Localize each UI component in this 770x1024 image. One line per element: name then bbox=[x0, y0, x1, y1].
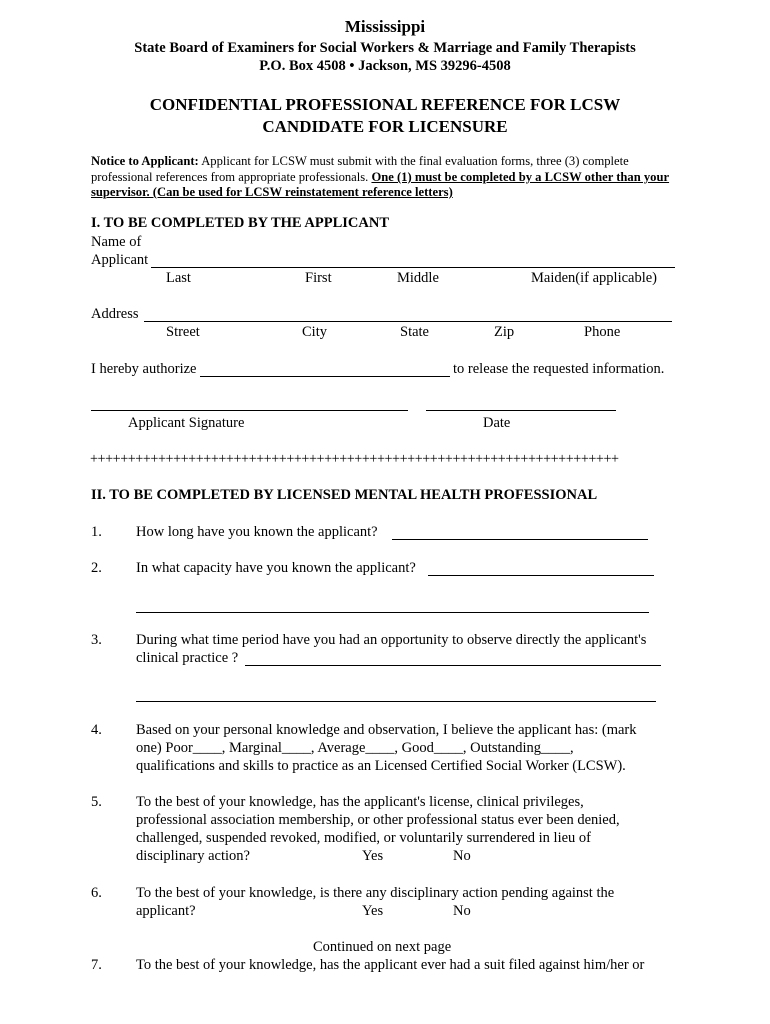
q6-no-option[interactable]: No bbox=[453, 903, 471, 919]
authorize-prefix: I hereby authorize bbox=[91, 361, 197, 377]
q5-line1: To the best of your knowledge, has the applicant's license, clinical privileges, bbox=[136, 794, 584, 810]
date-field[interactable] bbox=[426, 410, 616, 411]
name-label-1: Name of bbox=[91, 234, 142, 250]
applicant-name-field[interactable] bbox=[151, 267, 675, 268]
q1-number: 1. bbox=[91, 524, 102, 540]
notice-underlined1: One (1) must be completed by a LCSW other than your bbox=[371, 170, 670, 184]
q4-line3: qualifications and skills to practice as an Licensed Certified Social Worker (LCSW). bbox=[136, 758, 626, 774]
q1-answer-field[interactable] bbox=[392, 539, 648, 540]
address-part-street: Street bbox=[166, 324, 200, 340]
q2-number: 2. bbox=[91, 560, 102, 576]
q5-line3: challenged, suspended revoked, modified, or voluntarily surrendered in lieu of bbox=[136, 830, 592, 846]
address-part-zip: Zip bbox=[494, 324, 515, 340]
q7-text: To the best of your knowledge, has the applicant ever had a suit filed against him/her or bbox=[136, 957, 645, 973]
q4-line1: Based on your personal knowledge and observation, I believe the applicant has: (mark bbox=[136, 722, 637, 738]
name-part-middle: Middle bbox=[397, 270, 439, 286]
q5-no-option[interactable]: No bbox=[453, 848, 471, 864]
notice-text1: Applicant for LCSW must submit with the final evaluation forms, three (3) complete bbox=[198, 154, 629, 168]
q7-number: 7. bbox=[91, 957, 102, 973]
authorize-field[interactable] bbox=[200, 376, 450, 377]
form-title-line1: CONFIDENTIAL PROFESSIONAL REFERENCE FOR LCSW bbox=[149, 95, 621, 114]
q3-answer-field[interactable] bbox=[245, 665, 661, 666]
board-name: State Board of Examiners for Social Workers & Marriage and Family Therapists bbox=[134, 40, 636, 56]
authorize-suffix: to release the requested information. bbox=[453, 361, 665, 377]
q5-yes-option[interactable]: Yes bbox=[362, 848, 384, 864]
continued-note: Continued on next page bbox=[313, 939, 452, 955]
q3-number: 3. bbox=[91, 632, 102, 648]
address-part-state: State bbox=[400, 324, 429, 340]
q3-line1: During what time period have you had an opportunity to observe directly the applicant's bbox=[136, 632, 647, 648]
form-title-line2: CANDIDATE FOR LICENSURE bbox=[262, 117, 508, 136]
q5-number: 5. bbox=[91, 794, 102, 810]
q5-line4: disciplinary action? bbox=[136, 848, 250, 864]
q3-line2: clinical practice ? bbox=[136, 650, 239, 666]
board-address: P.O. Box 4508 • Jackson, MS 39296-4508 bbox=[259, 58, 511, 74]
date-label: Date bbox=[483, 415, 511, 431]
applicant-signature-field[interactable] bbox=[91, 410, 408, 411]
address-part-city: City bbox=[302, 324, 327, 340]
notice-underlined2: supervisor. (Can be used for LCSW reinstatement reference letters) bbox=[91, 185, 453, 199]
q5-line2: professional association membership, or other professional status ever been denied, bbox=[136, 812, 620, 828]
q6-line2: applicant? bbox=[136, 903, 196, 919]
section-separator: ++++++++++++++++++++++++++++++++++++++++++++++++++++++++++++++++++++++ bbox=[90, 451, 619, 467]
address-label: Address bbox=[91, 306, 139, 322]
section2-heading: II. TO BE COMPLETED BY LICENSED MENTAL HEALTH PROFESSIONAL bbox=[91, 487, 598, 503]
notice-label: Notice to Applicant: bbox=[91, 154, 199, 168]
q3-answer-field-extra[interactable] bbox=[136, 701, 656, 702]
q6-line1: To the best of your knowledge, is there any disciplinary action pending against the bbox=[136, 885, 615, 901]
notice-line2 bbox=[91, 170, 669, 185]
q1-text: How long have you known the applicant? bbox=[136, 524, 378, 540]
notice-text2: professional references from appropriate professionals. bbox=[91, 170, 372, 184]
q4-number: 4. bbox=[91, 722, 102, 738]
name-label-2: Applicant bbox=[91, 252, 149, 268]
name-part-first: First bbox=[305, 270, 332, 286]
q6-number: 6. bbox=[91, 885, 102, 901]
q4-line2: one) Poor____, Marginal____, Average____, Good____, Outstanding____, bbox=[136, 740, 574, 756]
section1-heading: I. TO BE COMPLETED BY THE APPLICANT bbox=[91, 215, 389, 231]
signature-label: Applicant Signature bbox=[128, 415, 245, 431]
address-field[interactable] bbox=[144, 321, 672, 322]
notice-line1 bbox=[91, 154, 629, 169]
address-part-phone: Phone bbox=[584, 324, 621, 340]
q2-answer-field-extra[interactable] bbox=[136, 612, 649, 613]
q2-answer-field[interactable] bbox=[428, 575, 654, 576]
q2-text: In what capacity have you known the applicant? bbox=[136, 560, 416, 576]
state-title: Mississippi bbox=[344, 17, 426, 36]
q6-yes-option[interactable]: Yes bbox=[362, 903, 384, 919]
name-part-last: Last bbox=[166, 270, 191, 286]
name-part-maiden: Maiden(if applicable) bbox=[531, 270, 658, 286]
